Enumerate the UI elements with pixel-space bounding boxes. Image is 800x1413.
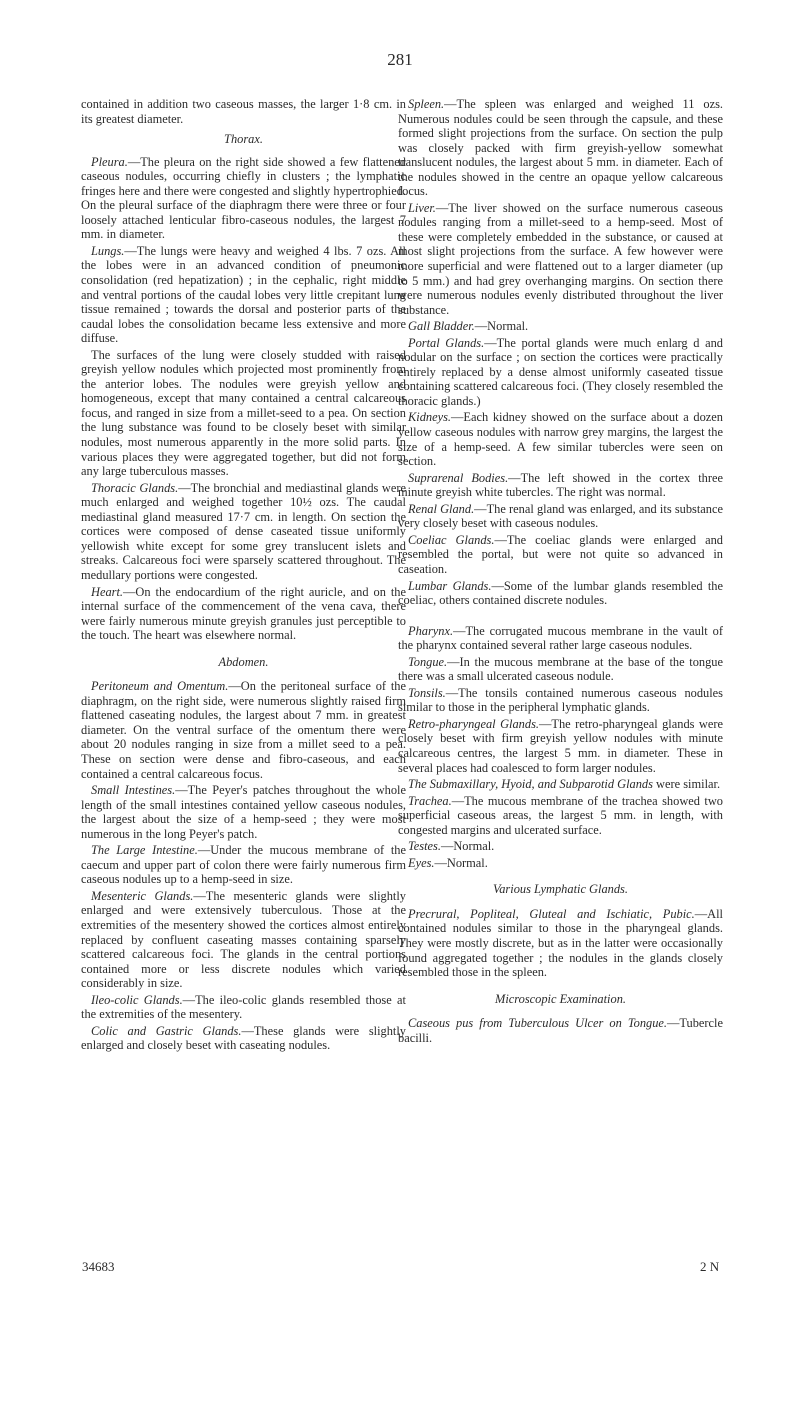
left-column — [81, 97, 406, 1055]
precrural-paragraph: Precrural, Popliteal, Gluteal and Ischiatic, Pubic.—All contained nodules similar to those in the pharyngeal glands. They were mostly discrete, but as in the latter were occasionally found aggregated together ; the nodules in the glands closely resembled those in the spleen. — [398, 906, 723, 980]
kidneys-paragraph: Kidneys.—Each kidney showed on the surface about a dozen yellow caseous nodules with narrow grey margins, the largest the size of a hemp-seed. A few similar tubercles were seen on section. — [398, 410, 723, 469]
abdomen-header: Abdomen. — [218, 654, 269, 669]
submaxillary-paragraph: The Submaxillary, Hyoid, and Subparotid Glands were similar. — [408, 777, 721, 792]
lungs-paragraph: Lungs.—The lungs were heavy and weighed 4 lbs. 7 ozs. All the lobes were in an advanced condition of pneumonic consolidation (red hepatization) ; in the cephalic, right middle and ventral portions of the caudal lobes very little crepitant lung tissue remained ; towards the dorsal and posterior parts of the caudal lobes the consolidation became less extensive and more diffuse. — [81, 243, 406, 346]
spleen-paragraph: Spleen.—The spleen was enlarged and weighed 11 ozs. Numerous nodules could be seen through the capsule, and these formed slight projections from the surface. On section the pulp was closely packed with firm greyish-yellow somewhat translucent nodules, the largest about 5 mm. in diameter. Each of the nodules showed in the centre an opaque yellow calcareous focus. — [398, 97, 723, 199]
footer-signature-mark: 2 N — [700, 1259, 720, 1274]
right-column — [398, 97, 723, 1047]
thorax-header: Thorax. — [224, 132, 263, 147]
heart-paragraph: Heart.—On the endocardium of the right auricle, and on the internal surface of the commencement of the vena cava, there were fairly numerous minute greyish granules just perceptible to the touch. The heart was elsewhere normal. — [81, 584, 406, 643]
colic-gastric-paragraph: Colic and Gastric Glands.—These glands were slightly enlarged and closely beset with caseating nodules. — [81, 1023, 407, 1053]
renal-gland-paragraph: Renal Gland.—The renal gland was enlarged, and its substance very closely beset with caseous nodules. — [398, 501, 723, 531]
caseous-pus-paragraph: Caseous pus from Tuberculous Ulcer on Tongue.—Tubercle bacilli. — [398, 1016, 723, 1045]
tongue-paragraph: Tongue.—In the mucous membrane at the base of the tongue there was a small ulcerated caseous nodule. — [398, 654, 723, 684]
thoracic-glands-paragraph: Thoracic Glands.—The bronchial and mediastinal glands were much enlarged and weighed together 10½ ozs. The caudal mediastinal gland measured 17·7 cm. in length. On section the cortices were composed of dense caseated tissue uniformly yellowish white except for some grey translucent islets and streaks. Calcareous foci were sparsely scattered throughout. The medullary portions were congested. — [81, 480, 406, 582]
intro-paragraph: contained in addition two caseous masses, the larger 1·8 cm. in its greatest diameter. — [81, 97, 406, 126]
small-intestines-paragraph: Small Intestines.—The Peyer's patches throughout the whole length of the small intestines contained yellow caseous nodules, the largest about the size of a hemp-seed ; they were most numerous in the long Peyer's patch. — [81, 783, 406, 841]
section-gap — [398, 610, 723, 624]
liver-paragraph: Liver.—The liver showed on the surface numerous caseous nodules ranging from a millet-seed to a hemp-seed. Most of these were completely embedded in the substance, or caused at most slight projections from the surface. A few however were more superficial and were flattened out to a larger diameter (up to 5 mm.) and had grey overhanging margins. On section there were numerous nodules evenly distributed throughout the liver substance. — [398, 200, 723, 317]
coeliac-glands-paragraph: Coeliac Glands.—The coeliac glands were enlarged and resembled the portal, but were not quite so advanced in caseation. — [398, 532, 723, 576]
trachea-paragraph: Trachea.—The mucous membrane of the trachea showed two superficial caseous areas, the largest 5 mm. in length, with congested margins and ulcerated surface. — [398, 793, 723, 837]
pleura-paragraph: Pleura.—The pleura on the right side showed a few flattened caseous nodules, occurring chiefly in clusters ; the lymphatic fringes here and there were congested and slightly hypertrophied. On the pleural surface of the diaphragm there were three or four loosely attached lenticular fibro-caseous nodules, the largest 7 mm. in diameter. — [81, 154, 406, 242]
large-intestine-paragraph: The Large Intestine.—Under the mucous membrane of the caecum and upper part of colon there were fairly numerous firm caseous nodules up to a hemp-seed in size. — [81, 843, 406, 887]
retro-pharyngeal-paragraph: Retro-pharyngeal Glands.—The retro-pharyngeal glands were closely beset with firm greyish yellow nodules with minute calcareous centres, the largest 5 mm. in diameter. These in several places had coalesced to form larger nodules. — [398, 716, 723, 775]
tonsils-paragraph: Tonsils.—The tonsils contained numerous caseous nodules similar to those in the peripheral lymphatic glands. — [398, 685, 723, 715]
various-glands-header: Various Lymphatic Glands. — [493, 882, 628, 897]
page-number: 281 — [387, 50, 413, 69]
suprarenal-paragraph: Suprarenal Bodies.—The left showed in the cortex three minute greyish white tubercles. The right was normal. — [398, 470, 723, 500]
testes-paragraph: Testes.—Normal. — [408, 839, 495, 854]
portal-glands-paragraph: Portal Glands.—The portal glands were much enlarg d and nodular on the surface ; on section the cortices were practically entirely replaced by a dense almost uniformly caseated tissue containing scattered calcareous foci. (They closely resembled the thoracic glands.) — [398, 335, 723, 408]
ileo-colic-paragraph: Ileo-colic Glands.—The ileo-colic glands resembled those at the extremities of the mesentery. — [81, 992, 406, 1022]
peritoneum-paragraph: Peritoneum and Omentum.—On the peritoneal surface of the diaphragm, on the right side, were numerous slightly raised firm flattened caseating nodules, the largest about 7 mm. in greatest diameter. On the ventral surface of the omentum there were about 20 nodules ranging in size from a millet seed to a pea. These on section were dense and fibro-caseous, and each contained a central calcareous focus. — [81, 679, 406, 781]
footer-print-code: 34683 — [82, 1259, 115, 1274]
eyes-paragraph: Eyes.—Normal. — [408, 855, 488, 870]
gall-bladder-paragraph: Gall Bladder.—Normal. — [408, 319, 529, 334]
microscopic-header: Microscopic Examination. — [495, 991, 626, 1006]
pharynx-paragraph: Pharynx.—The corrugated mucous membrane in the vault of the pharynx contained several rather large caseous nodules. — [398, 623, 723, 653]
lungs-paragraph-2: The surfaces of the lung were closely studded with raised greyish yellow nodules which projected most prominently from the anterior lobes. The nodules were greyish yellow and homogeneous, except that many contained a central calcareous focus, and ranged in size from a millet-seed to a pea. On section the lung substance was found to be closely beset with similar nodules, most numerous apparently in the more solid parts. In various places they were aggregated together, but did not form any large tuberculous masses. — [81, 347, 406, 479]
lumbar-glands-paragraph: Lumbar Glands.—Some of the lumbar glands resembled the coeliac, others contained discrete nodules. — [398, 578, 723, 608]
mesenteric-glands-paragraph: Mesenteric Glands.—The mesenteric glands were slightly enlarged and were extensively tuberculous. Those at the extremities of the mesentery showed the cortices almost entirely replaced by confluent caseating masses containing sparsely scattered calcareous foci. The glands in the central portions contained more or less discrete nodules which varied considerably in size. — [81, 888, 406, 991]
